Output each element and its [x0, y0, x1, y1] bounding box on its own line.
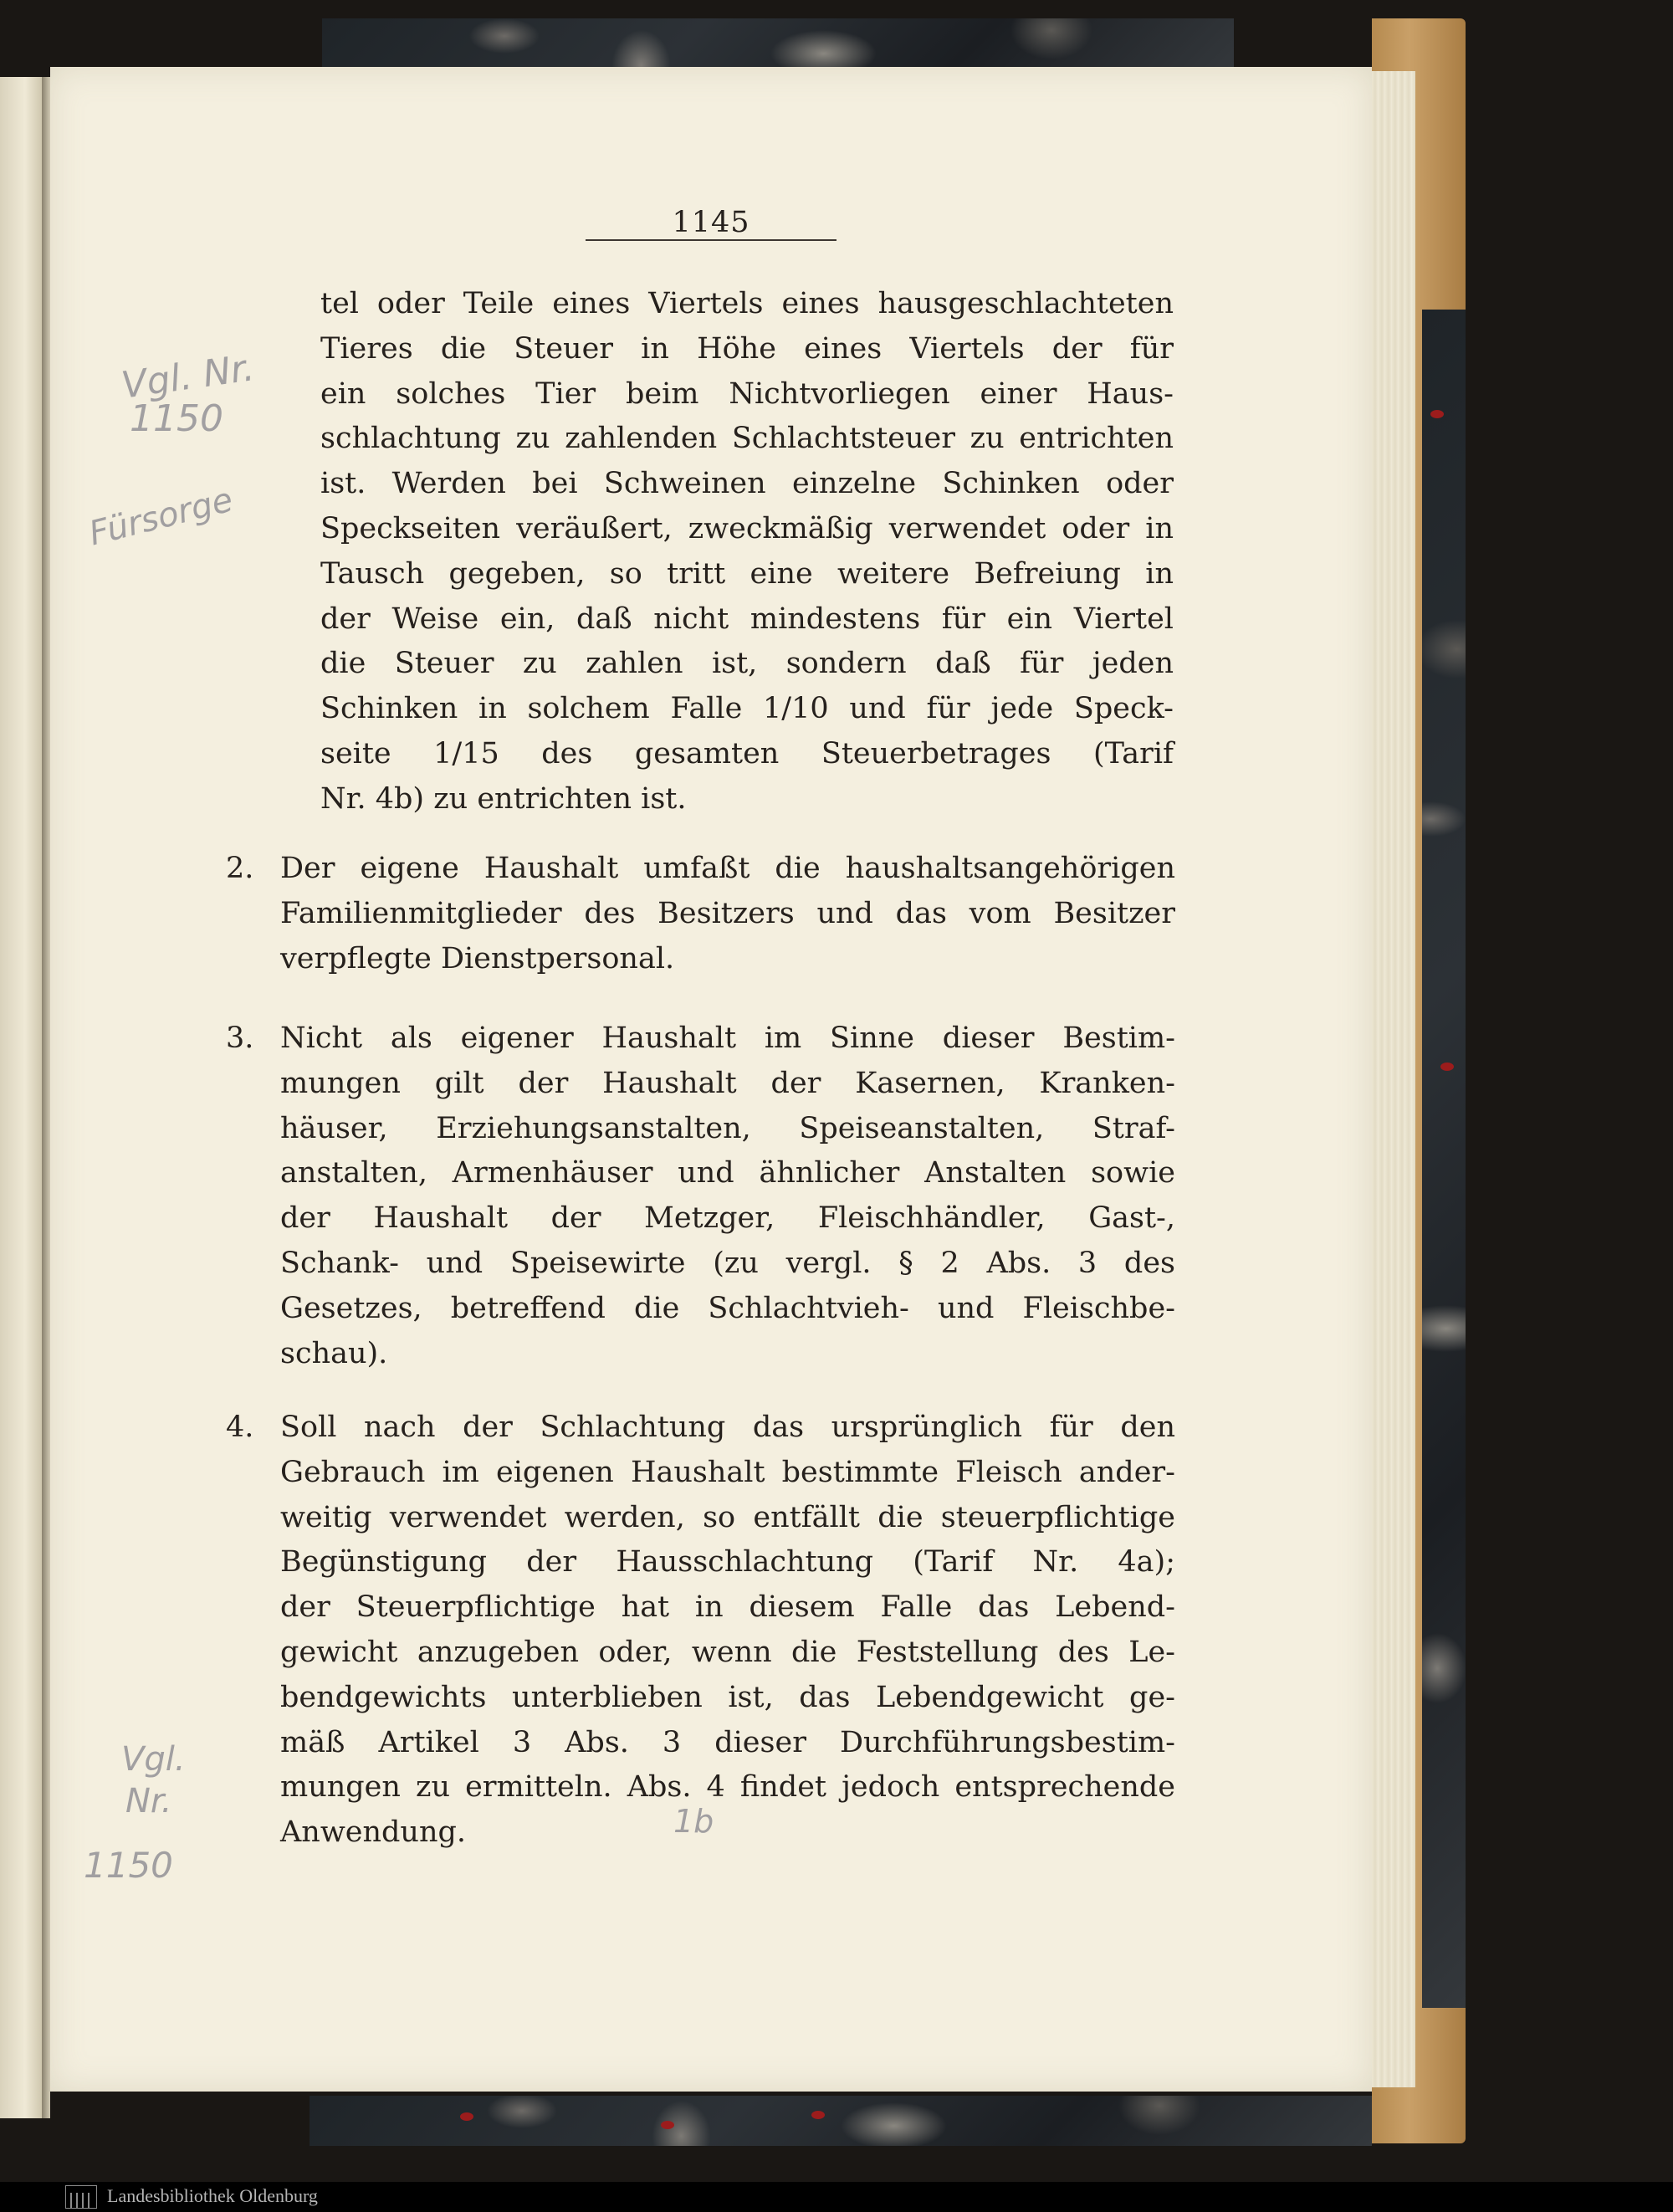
list-item: [226, 1016, 1175, 1385]
text-line: Tieres die Steuer in Höhe eines Viertels der für: [320, 331, 1174, 366]
item-number: 3.: [226, 1022, 254, 1055]
text-line: der Haushalt der Metzger, Fleischhändler, Gast-,: [280, 1201, 1175, 1236]
text-line: der Weise ein, daß nicht mindestens für ein Viertel: [320, 602, 1174, 636]
text-line: Der eigene Haushalt umfaßt die haushaltsangehörigen: [280, 852, 1175, 885]
left-page-edge: [0, 77, 42, 2118]
text-line: Schinken in solchem Falle 1/10 und für jede Speck-: [320, 692, 1174, 726]
book-gutter: [42, 77, 50, 2118]
text-line: bendgewichts unterblieben ist, das Lebendgewicht ge-: [280, 1680, 1175, 1714]
text-line: Soll nach der Schlachtung das ursprünglich für den: [280, 1411, 1175, 1444]
text-line: Familienmitglieder des Besitzers und das vom Besitzer: [280, 896, 1175, 930]
item-number: 4.: [226, 1411, 254, 1444]
text-line: mäß Artikel 3 Abs. 3 dieser Durchführungsbestim-: [280, 1725, 1175, 1759]
text-line: Nicht als eigener Haushalt im Sinne dieser Bestim-: [280, 1022, 1175, 1055]
text-line: mungen zu ermitteln. Abs. 4 findet jedoch entsprechende: [280, 1770, 1175, 1805]
text-line: verpflegte Dienstpersonal.: [280, 941, 675, 975]
text-line: anstalten, Armenhäuser und ähnlicher Anstalten sowie: [280, 1156, 1175, 1190]
text-line: tel oder Teile eines Viertels eines hausgeschlachteten: [320, 287, 1174, 320]
continuation-paragraph: [320, 282, 1174, 822]
item-number: 2.: [226, 852, 254, 885]
page-number: 1145: [672, 206, 750, 239]
text-line: Gebrauch im eigenen Haushalt bestimmte Fleisch ander-: [280, 1455, 1175, 1489]
text-line: schlachtung zu zahlenden Schlachtsteuer zu entrichten: [320, 422, 1174, 456]
pencil-note-reference: Vgl. Nr.: [119, 346, 257, 407]
library-logo-icon: [65, 2185, 97, 2209]
text-line: Begünstigung der Hausschlachtung (Tarif Nr. 4a);: [280, 1545, 1175, 1580]
text-line: schau).: [280, 1336, 388, 1370]
item-body: [280, 1406, 1175, 1856]
library-name: Landesbibliothek Oldenburg: [107, 2185, 318, 2206]
text-line: Gesetzes, betreffend die Schlachtvieh- und Fleischbe-: [280, 1291, 1175, 1325]
pencil-note-word: Fürsorge: [85, 480, 237, 554]
text-line: Schank- und Speisewirte (zu vergl. § 2 Abs. 3 des: [280, 1246, 1175, 1280]
item-body: [280, 1016, 1175, 1376]
text-line: Speckseiten veräußert, zweckmäßig verwendet oder in: [320, 511, 1174, 545]
pencil-note-number: 1150: [84, 1845, 173, 1886]
text-line: ist. Werden bei Schweinen einzelne Schinken oder: [320, 467, 1174, 501]
text-line: Tausch gegeben, so tritt eine weitere Befreiung in: [320, 556, 1174, 591]
item-body: [280, 847, 1175, 981]
text-line: weitig verwendet werden, so entfällt die steuerpflichtige: [280, 1500, 1175, 1534]
text-line: Anwendung.: [280, 1815, 467, 1850]
page-number-rule: [586, 239, 836, 241]
text-line: mungen gilt der Haushalt der Kasernen, Kranken-: [280, 1066, 1175, 1100]
pencil-note-reference: Vgl.: [121, 1740, 186, 1779]
marbled-board-bottom: [310, 2096, 1372, 2146]
pencil-note-inline: 1b: [673, 1803, 714, 1840]
text-line: der Steuerpflichtige hat in diesem Falle das Lebend-: [280, 1590, 1175, 1625]
book-page: [50, 67, 1372, 2092]
list-item: [226, 847, 1175, 989]
marbled-board-right: [1422, 310, 1466, 2008]
text-line: seite 1/15 des gesamten Steuerbetrages (Tarif: [320, 736, 1174, 771]
text-line: die Steuer zu zahlen ist, sondern daß für jeden: [320, 647, 1174, 681]
text-line: häuser, Erziehungsanstalten, Speiseanstalten, Straf-: [280, 1111, 1175, 1145]
pencil-note-reference: Nr.: [125, 1782, 172, 1820]
text-line: ein solches Tier beim Nichtvorliegen einer Haus-: [320, 376, 1174, 411]
text-line: gewicht anzugeben oder, wenn die Feststellung des Le-: [280, 1635, 1175, 1669]
pencil-note-number: 1150: [130, 397, 223, 440]
text-line: Nr. 4b) zu entrichten ist.: [320, 781, 687, 816]
page-stack-edge: [1372, 71, 1415, 2087]
